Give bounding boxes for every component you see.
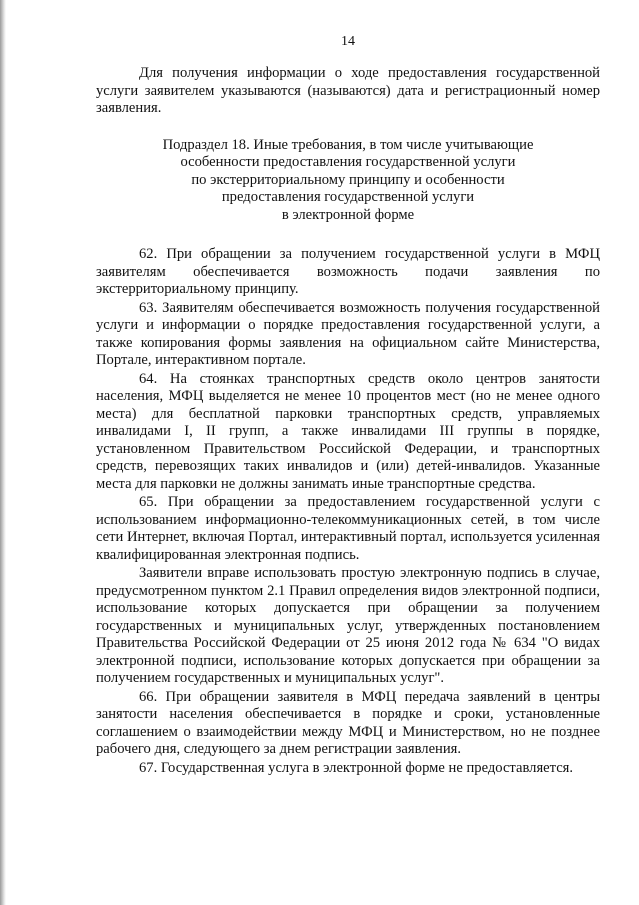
subsection-title-line: по экстерриториальному принципу и особенности [191, 171, 505, 188]
document-body [96, 65, 600, 777]
intro-paragraph: Для получения информации о ходе предоставления государственной услуги заявителем указываются (называются) дата и регистрационный номер заявления. [96, 65, 600, 116]
subsection-title-line: предоставления государственной услуги [221, 189, 475, 205]
paragraph-63: 63. Заявителям обеспечивается возможность получения государственной услуги и информации о порядке предоставления государственной услуги, а также копирования формы заявления на официальном сайте Министерства, Портале, интерактивном портале. [96, 299, 600, 368]
subsection-title [96, 137, 600, 225]
subsection-title-line: в электронной форме [281, 206, 415, 223]
paragraph-65-continuation: Заявители вправе использовать простую электронную подпись в случае, предусмотренном пунктом 2.1 Правил определения видов электронной подписи, использование которых допускается при обращении за получением государственных и муниципальных услуг, утвержденных постановлением Правительства Российской Федерации от 25 июня 2012 года № 634 "О видах электронной подписи, использование которых допускается при обращении за получением государственных и муниципальных услуг". [96, 565, 600, 686]
subsection-title-line: Подраздел 18. Иные требования, в том числе учитывающие [162, 136, 534, 153]
paragraph-67: 67. Государственная услуга в электронной форме не предоставляется. [139, 759, 574, 776]
scan-left-edge-shadow [0, 0, 6, 905]
subsection-title-line: особенности предоставления государственной услуги [180, 154, 516, 170]
page-number: 14 [341, 34, 355, 49]
paragraph-64: 64. На стоянках транспортных средств около центров занятости населения, МФЦ выделяется не менее 10 процентов мест (но не менее одного места) для бесплатной парковки транспортных средств, управляемых инвалидами I, II групп, а также инвалидами III группы в порядке, установленном Правительством Российской Федерации, и транспортных средств, перевозящих таких инвалидов и (или) детей-инвалидов. Указанные места для парковки не должны занимать иные транспортные средства. [96, 370, 600, 492]
paragraph-62: 62. При обращении за получением государственной услуги в МФЦ заявителям обеспечивается возможность подачи заявления по экстерриториальному принципу. [96, 246, 600, 297]
paragraph-65: 65. При обращении за предоставлением государственной услуги с использованием информационно-телекоммуникационных сетей, в том числе сети Интернет, включая Портал, интерактивный портал, используется усиленная квалифицированная электронная подпись. [96, 494, 600, 563]
paragraph-66: 66. При обращении заявителя в МФЦ передача заявлений в центры занятости населения обеспечивается в порядке и сроки, установленные соглашением о взаимодействии между МФЦ и Министерством, но не позднее рабочего дня, следующего за днем регистрации заявления. [96, 688, 600, 757]
